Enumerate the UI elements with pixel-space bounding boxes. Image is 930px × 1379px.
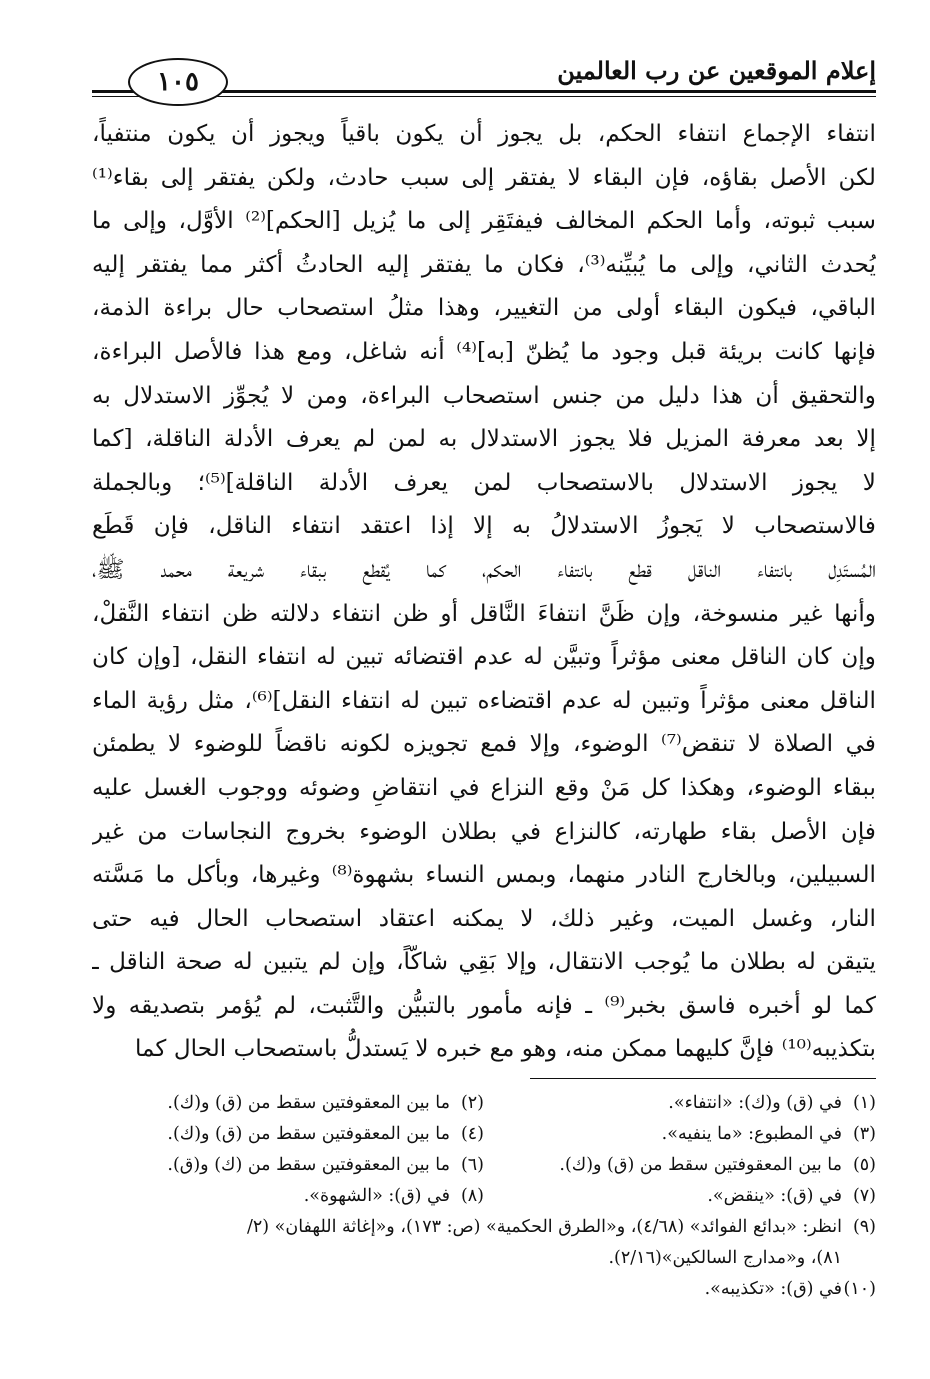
footnote-1: (١)في (ق) و(ك): «انتفاء».: [668, 1093, 876, 1113]
footnote-5: (٥)ما بين المعقوفتين سقط من (ق) و(ك).: [559, 1155, 876, 1175]
text-line: سبب ثبوته، وأما الحكم المخالف فيفتَقِر إلى ما يُزيل [الحكم]⁽²⁾ الأوَّل، وإلى ما: [92, 207, 876, 235]
footnotes: [92, 1088, 876, 1305]
footnote-separator: [530, 1078, 876, 1079]
text-line: المُستَدِل بانتفاء الناقل قطع بانتفاء الحكم، كما يُقطع ببقاء شريعة محمد ﷺ،: [92, 555, 876, 583]
text-line: فإن الأصل بقاء طهارته، كالنزاع في بطلان الوضوء بخروج النجاسات من غير: [92, 817, 876, 845]
footnote-3: (٣)في المطبوع: «ما ينفيه».: [661, 1124, 876, 1144]
main-text: [92, 112, 876, 1071]
footnote-7: (٧)في (ق): «ينقض».: [707, 1186, 876, 1206]
running-header: [92, 48, 876, 106]
text-line: يُحدث الثاني، وإلى ما يُبيِّنه⁽³⁾، فكان ما يفتقر إليه الحادثُ أكثر مما يفتقر إليه: [92, 250, 876, 278]
page-number: ١٠٥: [128, 58, 228, 106]
text-line: النار، وغسل الميت، وغير ذلك، لا يمكنه اعتقاد استصحاب الحال فيه حتى: [92, 904, 876, 932]
text-line: فإنها كانت بريئة قبل وجود ما يُظنّ [به]⁽⁴⁾ أنه شاغل، ومع هذا فالأصل البراءة،: [92, 337, 876, 365]
footnote-6: (٦)ما بين المعقوفتين سقط من (ك) و(ق).: [167, 1155, 484, 1175]
text-line: وإن كان الناقل معنى مؤثراً وتبيَّن له عدم اقتضائه تبين له انتفاء النقل، [وإن كان: [92, 643, 876, 671]
text-line: وأنها غير منسوخة، وإن ظَنَّ انتفاءَ النَّاقل أو ظن انتفاء دلالته ظن انتفاء النَّقلْ،: [92, 599, 876, 627]
text-line: إلا بعد معرفة المزيل فلا يجوز الاستدلال به لمن لم يعرف الأدلة الناقلة، [كما: [92, 425, 876, 453]
footnote-4: (٤)ما بين المعقوفتين سقط من (ق) و(ك).: [167, 1124, 484, 1144]
text-line: والتحقيق أن هذا دليل من جنس استصحاب البراءة، ومن لا يُجوِّز الاستدلال به: [92, 381, 876, 409]
text-line: الناقل معنى مؤثراً وتبين له عدم اقتضاءه تبين له انتفاء النقل]⁽⁶⁾، مثل رؤية الماء: [92, 686, 876, 714]
text-line: الباقي، فيكون البقاء أولى من التغيير، وهذا مثلُ استصحاب حال براءة الذمة،: [92, 294, 876, 322]
text-line: يتيقن له بطلان ما يُوجب الانتقال، وإلا بَقِي شاكّاً، وإن لم يتبين له صحة الناقل ـ: [92, 948, 876, 976]
text-line: ببقاء الوضوء، وهكذا كل مَنْ وقع النزاع في انتقاضِ وضوئه ووجوب الغسل عليه: [92, 773, 876, 801]
footnote-9: (٩)انظر: «بدائع الفوائد» (٤/٦٨)، و«الطرق الحكمية» (ص: ١٧٣)، و«إغاثة اللهفان» (٢/: [246, 1217, 876, 1237]
text-line: السبيلين، وبالخارج النادر منهما، وبمس النساء بشهوة⁽⁸⁾ وغيرها، وبأكل ما مَسَّته: [92, 861, 876, 889]
footnote-9-continued: ٨١)، و«مدارج السالكين»(٢/١٦).: [608, 1248, 842, 1268]
book-title: إعلام الموقعين عن رب العالمين: [557, 56, 876, 85]
footnote-2: (٢)ما بين المعقوفتين سقط من (ق) و(ك).: [167, 1093, 484, 1113]
text-line: انتفاء الإجماع انتفاء الحكم، بل يجوز أن يكون باقياً ويجوز أن يكون منتفياً،: [92, 120, 876, 147]
footnote-10: (١٠)في (ق): «تكذيبه».: [704, 1279, 876, 1299]
footnote-8: (٨)في (ق): «الشهوة».: [303, 1186, 484, 1206]
text-line: بتكذيبه⁽¹⁰⁾ فإنَّ كليهما ممكن منه، وهو مع خبره لا يَستدلُّ باستصحاب الحال كما: [134, 1035, 876, 1063]
text-line: كما لو أخبره فاسق بخبر⁽⁹⁾ ـ فإنه مأمور بالتبيُّن والتَّثبت، لم يُؤمر بتصديقه ولا: [92, 991, 876, 1019]
text-line: في الصلاة لا تنقض⁽⁷⁾ الوضوء، وإلا فمع تجويزه لكونه ناقضاً للوضوء لا يطمئن: [92, 730, 876, 758]
text-line: لكن الأصل بقاؤه، فإن البقاء لا يفتقر إلى سبب حادث، ولكن يفتقر إلى بقاء⁽¹⁾: [92, 163, 876, 191]
text-line: لا يجوز الاستدلال بالاستصحاب لمن يعرف الأدلة الناقلة]⁽⁵⁾؛ وبالجملة: [92, 468, 876, 496]
text-line: فالاستصحاب لا يَجوزُ الاستدلالُ به إلا إذا اعتقد انتفاء الناقل، فإن قَطَع: [92, 512, 876, 540]
